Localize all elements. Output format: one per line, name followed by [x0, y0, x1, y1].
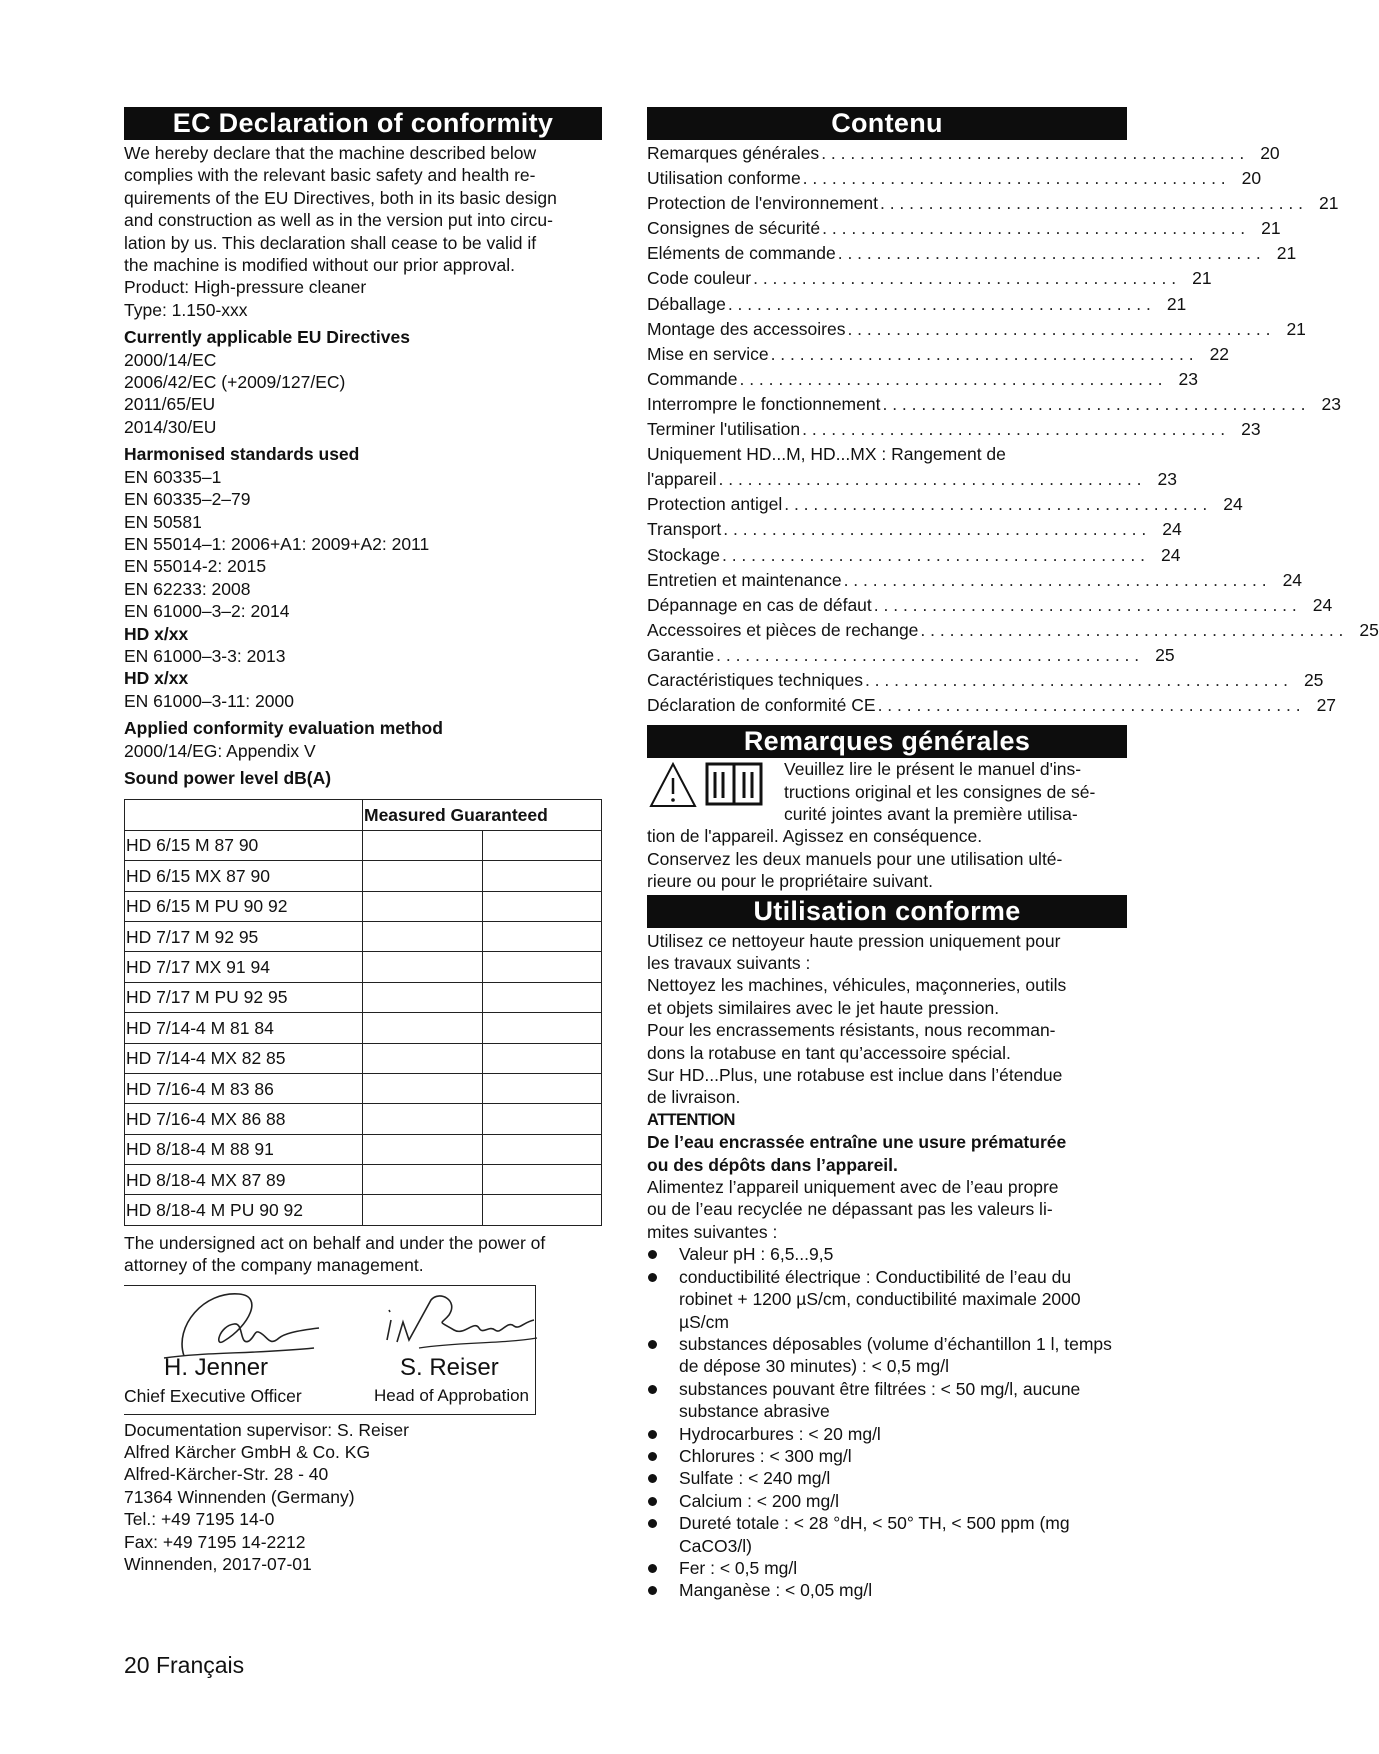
- intro-text: [124, 142, 602, 321]
- directive-item: 2011/65/EU: [124, 394, 216, 415]
- toc-leader-dots: . . . . . . . . . . . . . . . . . . . . . . . . . . . . . . . . . . . . . . . . . . . .: [879, 193, 1303, 214]
- toc-leader-dots: . . . . . . . . . . . . . . . . . . . . . . . . . . . . . . . . . . . . . . . . . . . .: [718, 469, 1142, 490]
- toc-page-number: 24: [1312, 594, 1333, 615]
- toc-page-number: 20: [1241, 168, 1262, 189]
- toc-leader-dots: . . . . . . . . . . . . . . . . . . . . . . . . . . . . . . . . . . . . . . . . . . . .: [784, 494, 1208, 515]
- toc-page-number: 20: [1260, 143, 1280, 163]
- ec-declaration-heading: EC Declaration of conformity: [124, 107, 602, 140]
- toc-page-number: 23: [1178, 368, 1198, 389]
- toc-entry[interactable]: [647, 292, 1187, 317]
- attention-label: ATTENTION: [647, 1110, 735, 1129]
- table-row: HD 7/17 MX 91 94: [125, 952, 602, 982]
- directive-item: 2014/30/EU: [124, 416, 217, 437]
- reiser-signature-image: [379, 1290, 539, 1360]
- directive-item: 2006/42/EC (+2009/127/EC): [124, 372, 346, 393]
- list-item: Fer : < 0,5 mg/l: [647, 1557, 1127, 1579]
- toc-page-number: 24: [1162, 519, 1182, 540]
- toc-leader-dots: . . . . . . . . . . . . . . . . . . . . . . . . . . . . . . . . . . . . . . . . . . . .: [873, 594, 1297, 615]
- table-header: Measured Guaranteed: [363, 800, 602, 830]
- toc-label: Montage des accessoires: [647, 318, 846, 339]
- standard-item: EN 55014-2: 2015: [124, 556, 267, 577]
- hd-label: HD x/xx: [124, 623, 189, 644]
- toc-entry[interactable]: [647, 543, 1181, 568]
- toc-page-number: 27: [1316, 695, 1337, 716]
- list-item: conductibilité électrique : Conductibilité de l’eau du robinet + 1200 µS/cm, conductibilité maximale 2000 µS/cm: [647, 1266, 1127, 1333]
- toc-leader-dots: . . . . . . . . . . . . . . . . . . . . . . . . . . . . . . . . . . . . . . . . . . . .: [770, 343, 1194, 364]
- toc-page-number: 21: [1192, 268, 1212, 289]
- toc-entry[interactable]: [647, 643, 1175, 668]
- table-row: HD 6/15 MX 87 90: [125, 861, 602, 891]
- toc-entry[interactable]: [647, 467, 1177, 492]
- water-limits-list: [647, 1243, 1127, 1602]
- intro-line: and construction as well as in the version put into circu-: [124, 210, 553, 231]
- intro-line: the machine is modified without our prior approval.: [124, 255, 516, 276]
- standard-item: EN 62233: 2008: [124, 578, 251, 599]
- toc-label: Déclaration de conformité CE: [647, 695, 876, 716]
- toc-leader-dots: . . . . . . . . . . . . . . . . . . . . . . . . . . . . . . . . . . . . . . . . . . . .: [822, 218, 1246, 239]
- toc-page-number: 21: [1166, 293, 1187, 314]
- toc-entry[interactable]: [647, 216, 1281, 241]
- product-line: Product: High-pressure cleaner: [124, 277, 367, 298]
- intro-line: complies with the relevant basic safety and health re-: [124, 165, 536, 186]
- address-block: Documentation supervisor: S. Reiser Alfred Kärcher GmbH & Co. KG Alfred-Kärcher-Str. 28 - 40 71364 Winnenden (Germany) Tel.: +49 7195 14-0 Fax: +49 7195 14-2212 Winnenden, 2017-07-01: [124, 1419, 409, 1575]
- toc-leader-dots: . . . . . . . . . . . . . . . . . . . . . . . . . . . . . . . . . . . . . . . . . . . .: [864, 669, 1288, 690]
- utilisation-heading: Utilisation conforme: [647, 895, 1127, 928]
- toc-entry[interactable]: [647, 568, 1303, 593]
- method-heading: Applied conformity evaluation method: [124, 718, 443, 739]
- table-row: HD 7/16-4 M 83 86: [125, 1073, 602, 1103]
- toc-label: Uniquement HD...M, HD...MX : Rangement de: [647, 444, 1006, 465]
- hd-label: HD x/xx: [124, 668, 189, 689]
- toc-leader-dots: . . . . . . . . . . . . . . . . . . . . . . . . . . . . . . . . . . . . . . . . . . . .: [802, 168, 1226, 189]
- toc-label: Interrompre le fonctionnement: [647, 393, 881, 414]
- toc-entry[interactable]: [647, 241, 1297, 266]
- general-notice: Veuillez lire le présent le manuel d'ins- tructions original et les consignes de sé- curité jointes avant la première utilisa- tion de l'appareil. Agissez en conséquence. Conservez les deux manuels pour une utilisation ulté- rieure ou pour le propriétaire suivant.: [647, 759, 1096, 892]
- warning-text: De l’eau encrassée entraîne une usure prématurée: [647, 1132, 1067, 1153]
- table-row: HD 7/14-4 MX 82 85: [125, 1043, 602, 1073]
- toc-label: Eléments de commande: [647, 243, 836, 264]
- toc-leader-dots: . . . . . . . . . . . . . . . . . . . . . . . . . . . . . . . . . . . . . . . . . . . .: [753, 268, 1177, 289]
- sound-heading: Sound power level dB(A): [124, 767, 332, 788]
- toc-label: Mise en service: [647, 343, 769, 364]
- toc-label: Déballage: [647, 293, 726, 314]
- toc-entry[interactable]: [647, 392, 1341, 417]
- toc-page-number: 21: [1276, 243, 1297, 264]
- toc-label: Consignes de sécurité: [647, 218, 821, 239]
- toc-label: Remarques générales: [647, 143, 820, 163]
- toc-leader-dots: . . . . . . . . . . . . . . . . . . . . . . . . . . . . . . . . . . . . . . . . . . . .: [716, 644, 1140, 665]
- toc-entry[interactable]: [647, 367, 1198, 392]
- toc-entry[interactable]: [647, 342, 1230, 367]
- directives-heading: Currently applicable EU Directives: [124, 327, 410, 348]
- toc-label: Terminer l'utilisation: [647, 419, 801, 440]
- toc-leader-dots: . . . . . . . . . . . . . . . . . . . . . . . . . . . . . . . . . . . . . . . . . . . .: [821, 143, 1245, 163]
- toc-entry[interactable]: [647, 442, 1127, 467]
- toc-entry[interactable]: [647, 266, 1212, 291]
- type-line: Type: 1.150-xxx: [124, 299, 248, 320]
- toc-entry[interactable]: [647, 166, 1262, 191]
- toc-label: Accessoires et pièces de rechange: [647, 619, 919, 640]
- toc-entry[interactable]: [647, 141, 1280, 166]
- toc-leader-dots: . . . . . . . . . . . . . . . . . . . . . . . . . . . . . . . . . . . . . . . . . . . .: [843, 569, 1267, 590]
- table-row: HD 6/15 M 87 90: [125, 830, 602, 860]
- toc-entry[interactable]: [647, 593, 1333, 618]
- signer1-name: H. Jenner: [164, 1353, 269, 1381]
- toc-page-number: 21: [1318, 193, 1339, 214]
- standard-item: EN 60335–2–79: [124, 489, 251, 510]
- toc-leader-dots: . . . . . . . . . . . . . . . . . . . . . . . . . . . . . . . . . . . . . . . . . . . .: [847, 318, 1271, 339]
- standard-item: EN 61000–3–2: 2014: [124, 601, 290, 622]
- toc-label: l'appareil: [647, 469, 717, 490]
- toc-page-number: 23: [1321, 393, 1341, 414]
- table-row: HD 6/15 M PU 90 92: [125, 891, 602, 921]
- list-item: Manganèse : < 0,05 mg/l: [647, 1579, 1127, 1601]
- table-row: HD 7/16-4 MX 86 88: [125, 1104, 602, 1134]
- contenu-heading: Contenu: [647, 107, 1127, 140]
- toc-leader-dots: . . . . . . . . . . . . . . . . . . . . . . . . . . . . . . . . . . . . . . . . . . . .: [882, 393, 1306, 414]
- toc-leader-dots: . . . . . . . . . . . . . . . . . . . . . . . . . . . . . . . . . . . . . . . . . . . .: [877, 695, 1301, 716]
- toc-label: Protection de l'environnement: [647, 193, 878, 214]
- toc-page-number: 24: [1160, 544, 1181, 565]
- toc-entry[interactable]: [647, 191, 1339, 216]
- usage-text: Utilisez ce nettoyeur haute pression uniquement pour les travaux suivants : Nettoyez les machines, véhicules, maçonneries, outils et objets similaires avec le jet haute pression. Pour les encrassements résistants, nous recomman- dons la rotabuse en tant qu’accessoire spécial. Sur HD...Plus, une rotabuse est inclue dans l’étendue de livraison.: [647, 930, 1067, 1108]
- list-item: Dureté totale : < 28 °dH, < 50° TH, < 500 ppm (mg CaCO3/l): [647, 1512, 1127, 1557]
- intro-line: quirements of the EU Directives, both in its basic design: [124, 187, 557, 208]
- toc-page-number: 24: [1282, 569, 1303, 590]
- toc-page-number: 23: [1157, 469, 1177, 490]
- signer1-title: Chief Executive Officer: [124, 1385, 302, 1406]
- standard-item: EN 55014–1: 2006+A1: 2009+A2: 2011: [124, 533, 430, 554]
- signer2-title: Head of Approbation: [374, 1385, 530, 1405]
- toc-page-number: 21: [1286, 318, 1306, 339]
- standard-item: EN 61000–3-11: 2000: [124, 690, 294, 711]
- toc-label: Dépannage en cas de défaut: [647, 594, 872, 615]
- toc-page-number: 25: [1155, 644, 1175, 665]
- standards-heading: Harmonised standards used: [124, 444, 360, 465]
- toc-leader-dots: . . . . . . . . . . . . . . . . . . . . . . . . . . . . . . . . . . . . . . . . . . . .: [721, 544, 1145, 565]
- toc-entry[interactable]: [647, 618, 1379, 643]
- intro-line: We hereby declare that the machine described below: [124, 143, 537, 163]
- table-of-contents: [647, 141, 1379, 718]
- toc-entry[interactable]: [647, 693, 1337, 718]
- toc-label: Commande: [647, 368, 738, 389]
- toc-label: Protection antigel: [647, 494, 783, 515]
- standard-item: EN 60335–1: [124, 466, 222, 487]
- toc-label: Garantie: [647, 644, 715, 665]
- undersigned-text: The undersigned act on behalf and under the power of attorney of the company management.: [124, 1232, 546, 1276]
- warning-text: ou des dépôts dans l’appareil.: [647, 1154, 898, 1175]
- toc-entry[interactable]: [647, 517, 1182, 542]
- toc-entry[interactable]: [647, 668, 1324, 693]
- warning-manual-icon: [647, 758, 780, 818]
- toc-page-number: 21: [1261, 218, 1281, 239]
- standard-item: EN 50581: [124, 511, 202, 532]
- toc-page-number: 22: [1209, 343, 1230, 364]
- toc-leader-dots: . . . . . . . . . . . . . . . . . . . . . . . . . . . . . . . . . . . . . . . . . . . .: [723, 519, 1147, 540]
- list-item: substances déposables (volume d’échantillon 1 l, temps de dépose 30 minutes) : < 0,5 mg/l: [647, 1333, 1127, 1378]
- list-item: Valeur pH : 6,5...9,5: [647, 1243, 1127, 1265]
- table-row: HD 8/18-4 M PU 90 92: [125, 1195, 602, 1225]
- page-footer: 20 Français: [124, 1652, 245, 1678]
- toc-entry[interactable]: [647, 317, 1306, 342]
- toc-entry[interactable]: [647, 417, 1261, 442]
- table-row: HD 8/18-4 MX 87 89: [125, 1165, 602, 1195]
- toc-page-number: 25: [1303, 669, 1324, 690]
- toc-page-number: 23: [1241, 419, 1261, 440]
- left-column: [124, 107, 602, 1576]
- sound-level-table: [124, 799, 602, 1225]
- list-item: Sulfate : < 240 mg/l: [647, 1467, 1127, 1489]
- standard-item: EN 61000–3-3: 2013: [124, 645, 286, 666]
- table-row: HD 7/17 M PU 92 95: [125, 982, 602, 1012]
- directive-item: 2000/14/EC: [124, 349, 217, 370]
- toc-leader-dots: . . . . . . . . . . . . . . . . . . . . . . . . . . . . . . . . . . . . . . . . . . . .: [920, 619, 1344, 640]
- table-header-row: [125, 800, 602, 830]
- toc-label: Code couleur: [647, 268, 752, 289]
- toc-leader-dots: . . . . . . . . . . . . . . . . . . . . . . . . . . . . . . . . . . . . . . . . . . . .: [739, 368, 1163, 389]
- toc-label: Transport: [647, 519, 722, 540]
- list-item: substances pouvant être filtrées : < 50 mg/l, aucune substance abrasive: [647, 1378, 1127, 1423]
- method-text: 2000/14/EG: Appendix V: [124, 740, 316, 761]
- toc-entry[interactable]: [647, 492, 1243, 517]
- table-row: HD 7/14-4 M 81 84: [125, 1013, 602, 1043]
- list-item: Chlorures : < 300 mg/l: [647, 1445, 1127, 1467]
- table-row: HD 8/18-4 M 88 91: [125, 1134, 602, 1164]
- table-row: HD 7/17 M 92 95: [125, 921, 602, 951]
- toc-label: Stockage: [647, 544, 720, 565]
- toc-label: Caractéristiques techniques: [647, 669, 863, 690]
- intro-line: lation by us. This declaration shall cease to be valid if: [124, 232, 537, 253]
- toc-label: Utilisation conforme: [647, 168, 801, 189]
- right-column: Contenu Remarques générales . . . . . . . . . . . . . . . . . . . . . . . . . . . . . . . . . . . . . . . . . . . . 20 Utilisation conforme . . . . . . . . . . . . . . . . . . . . . . . . . . . . . . . . . . . . . . . . . . . . 20 Protection de l'environnement . . . . . . . . . . . . . . . . . . . . . . . . . . . . . . . . . . . . . . . . . . . . 21 Consignes de sécurité . . . . . . . . . . . . . . . . . . . . . . . . . . . . . . . . . . . . . . . . . . . . 21 Eléments de commande . . . . . . . . . . . . . . . . . . . . . . . . . . . . . . . . . . . . . . . . . . . . 21 Code couleur . . . . . . . . . . . . . . . . . . . . . . . . . . . . . . . . . . . . . . . . . . . . 21 Déballage . . . . . . . . . . . . . . . . . . . . . . . . . . . . . . . . . . . . . . . . . . . . 21 Montage des accessoires . . . . . . . . . . . . . . . . . . . . . . . . . . . . . . . . . . . . . . . . . . . . 21 Mise en service . . . . . . . . . . . . . . . . . . . . . . . . . . . . . . . . . . . . . . . . . . . . 22 Commande . . . . . . . . . . . . . . . . . . . . . . . . . . . . . . . . . . . . . . . . . . . . 23 Interrompre le fonctionnement . . . . . . . . . . . . . . . . . . . . . . . . . . . . . . . . . . . . . . . . . . . . 23 Terminer l'utilisation . . . . . . . . . . . . . . . . . . . . . . . . . . . . . . . . . . . . . . . . . . . . 23 Uniquement HD...M, HD...MX : Rangement de l'appareil . . . . . . . . . . . . . . . . . . . . . . . . . . . . . . . . . . . . . . . . . . . . 23 Protection antigel . . . . . . . . . . . . . . . . . . . . . . . . . . . . . . . . . . . . . . . . . . . . 24 Transport . . . . . . . . . . . . . . . . . . . . . . . . . . . . . . . . . . . . . . . . . . . . 24 Stockage . . . . . . . . . . . . . . . . . . . . . . . . . . . . . . . . . . . . . . . . . . . . 24 Entretien et maintenance . . . . . . . . . . . . . . . . . . . . . . . . . . . . . . . . . . . . . . . . . . . . 24 Dépannage en cas de défaut . . . . . . . . . . . . . . . . . . . . . . . . . . . . . . . . . . . . . . . . . . . . 24 Accessoires et pièces de rechange . . . . . . . . . . . . . . . . . . . . . . . . . . . . . . . . . . . . . . . . . . . . 25 Garantie . . . . . . . . . . . . . . . . . . . . . . . . . . . . . . . . . . . . . . . . . . . . 25 Caractéristiques techniques . . . . . . . . . . . . . . . . . . . . . . . . . . . . . . . . . . . . . . . . . . . . 25 Déclaration de conformité CE . . . . . . . . . . . . . . . . . . . . . . . . . . . . . . . . . . . . . . . . . . . . 27 Remarques générales Veuillez lire le présent le manuel d'ins- tructions original et les consignes de sé- curité jointes avant la première utilisa- tion de l'appareil. Agissez en conséquence. Conservez les deux manuels pour une utilisation ulté- rieure ou pour le propriétaire suivant. Utilisation conforme Utilisez ce nettoyeur haute pression uniquement pour les travaux suivants : Nettoyez les machines, véhicules, maçonneries, outils et objets similaires avec le jet haute pression. Pour les encrassements résistants, nous recomman- dons la rotabuse en tant qu’accessoire spécial. Sur HD...Plus, une rotabuse est inclue dans l’étendue de livraison. ATTENTION De l’eau encrassée entraîne une usure prématurée ou des dépôts dans l’appareil. Alimentez l’appareil uniquement avec de l’eau propre ou de l’eau recyclée ne dépassant pas les valeurs li- mites suivantes : Valeur pH : 6,5...9,5 conductibilité électrique : Conductibilité de l’eau du robinet + 1200 µS/cm, conductibilité maximale 2000 µS/cm substances déposables (volume d’échantillon 1 l, temps de dépose 30 minutes) : < 0,5 mg/l substances pouvant être filtrées : < 50 mg/l, aucune substance abrasive Hydrocarbures : < 20 mg/l Chlorures : < 300 mg/l Sulfate : < 240 mg/l Calcium : < 200 mg/l Dureté totale : < 28 °dH, < 50° TH, < 500 ppm (mg CaCO3/l) Fer : < 0,5 mg/l Manganèse : < 0,05 mg/l: [647, 108, 1379, 1601]
- list-item: Calcium : < 200 mg/l: [647, 1490, 1127, 1512]
- toc-leader-dots: . . . . . . . . . . . . . . . . . . . . . . . . . . . . . . . . . . . . . . . . . . . .: [802, 419, 1226, 440]
- signature-box: [124, 1285, 536, 1415]
- toc-label: Entretien et maintenance: [647, 569, 842, 590]
- toc-leader-dots: . . . . . . . . . . . . . . . . . . . . . . . . . . . . . . . . . . . . . . . . . . . .: [837, 243, 1261, 264]
- signer2-name: S. Reiser: [400, 1353, 499, 1381]
- toc-page-number: 24: [1223, 494, 1243, 515]
- list-item: Hydrocarbures : < 20 mg/l: [647, 1423, 1127, 1445]
- remarques-heading: Remarques générales: [647, 725, 1127, 758]
- toc-leader-dots: . . . . . . . . . . . . . . . . . . . . . . . . . . . . . . . . . . . . . . . . . . . .: [727, 293, 1151, 314]
- toc-page-number: 25: [1359, 619, 1379, 640]
